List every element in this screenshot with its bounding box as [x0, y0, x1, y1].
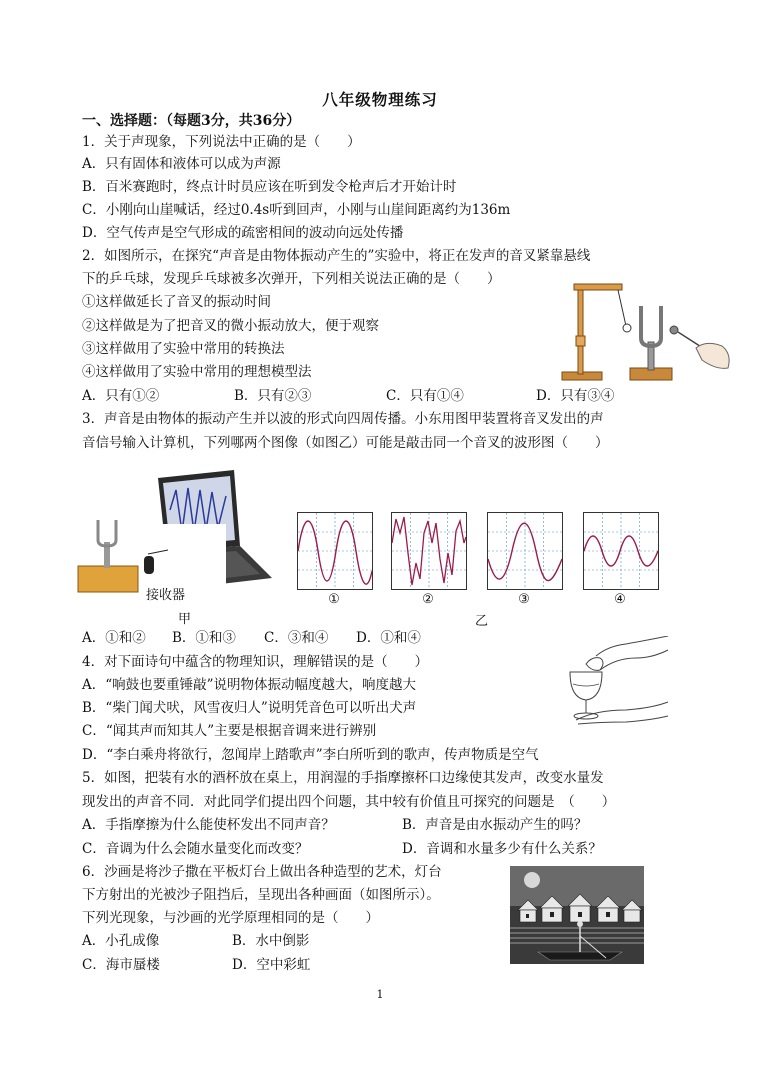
- figure-jia-label: 甲: [178, 612, 192, 627]
- q6-option-c: C．海市蜃楼: [82, 957, 160, 973]
- q2-stem-line2: 下的乒乓球，发现乒乓球被多次弹开，下列相关说法正确的是（ ）: [82, 271, 501, 287]
- waveform-label-4: ④: [614, 592, 626, 607]
- q6-option-a: A．小孔成像: [82, 933, 160, 949]
- figure-yi-label: 乙: [475, 614, 489, 629]
- waveform-2: [391, 512, 467, 590]
- q6-stem-line1: 6．沙画是将沙子撒在平板灯台上做出各种造型的艺术，灯台: [82, 864, 442, 880]
- sand-painting-figure: [510, 866, 644, 964]
- section-heading: 一、选择题：（每题3分，共36分）: [82, 113, 301, 129]
- q2-statement-4: ④这样做用了实验中常用的理想模型法: [82, 364, 312, 380]
- q1-option-c: C．小刚向山崖喊话，经过0.4s听到回声，小刚与山崖间距离约为136m: [82, 202, 511, 218]
- q4-option-b: B．“柴门闻犬吠，风雪夜归人”说明凭音色可以听出犬声: [82, 700, 417, 716]
- wine-glass-figure: [556, 636, 670, 732]
- page-title: 八年级物理练习: [322, 90, 438, 109]
- q3-option-a: A．①和②: [82, 630, 146, 646]
- waveform-4: [583, 512, 659, 590]
- q1-option-b: B．百米赛跑时，终点计时员应该在听到发令枪声后才开始计时: [82, 179, 457, 195]
- q3-stem-line1: 3．声音是由物体的振动产生并以波的形式向四周传播。小东用图甲装置将音叉发出的声: [82, 411, 604, 427]
- q2-statement-2: ②这样做是为了把音叉的微小振动放大，便于观察: [82, 318, 379, 334]
- q6-stem-line3: 下列光现象，与沙画的光学原理相同的是（ ）: [82, 910, 379, 926]
- q2-option-d: D．只有③④: [536, 388, 615, 404]
- q3-option-d: D．①和④: [356, 630, 421, 646]
- q4-option-c: C．“闻其声而知其人”主要是根据音调来进行辨别: [82, 723, 377, 739]
- q1-option-d: D．空气传声是空气形成的疏密相间的波动向远处传播: [82, 225, 404, 241]
- q2-statement-3: ③这样做用了实验中常用的转换法: [82, 341, 285, 357]
- q1-option-a: A．只有固体和液体可以成为声源: [82, 156, 281, 172]
- q5-option-a: A．手指摩擦为什么能使杯发出不同声音？: [82, 817, 335, 833]
- q6-option-b: B．水中倒影: [232, 933, 310, 949]
- q4-option-d: D．“李白乘舟将欲行，忽闻岸上踏歌声”李白所听到的歌声，传声物质是空气: [82, 747, 539, 763]
- q5-stem-line2: 现发出的声音不同．对此同学们提出四个问题，其中较有价值且可探究的问题是 （ ）: [82, 794, 616, 810]
- waveform-label-2: ②: [422, 592, 434, 607]
- waveform-label-3: ③: [518, 592, 530, 607]
- q2-option-a: A．只有①②: [82, 388, 160, 404]
- q2-stem-line1: 2．如图所示，在探究“声音是由物体振动产生的”实验中，将正在发声的音叉紧靠悬线: [82, 248, 591, 264]
- waveform-1: [297, 512, 373, 590]
- q4-option-a: A．“响鼓也要重锤敲”说明物体振动幅度越大，响度越大: [82, 677, 417, 693]
- q5-option-c: C．音调为什么会随水量变化而改变？: [82, 841, 309, 857]
- q2-option-b: B．只有②③: [234, 388, 312, 404]
- q3-option-b: B．①和③: [172, 630, 236, 646]
- q6-stem-line2: 下方射出的光被沙子阻挡后，呈现出各种画面（如图所示）。: [82, 887, 440, 903]
- q4-stem: 4．对下面诗句中蕴含的物理知识，理解错误的是（ ）: [82, 654, 429, 670]
- waveform-label-1: ①: [328, 592, 340, 607]
- q5-option-b: B．声音是由水振动产生的吗？: [402, 817, 588, 833]
- q2-statement-1: ①这样做延长了音叉的振动时间: [82, 294, 271, 310]
- q1-stem: 1．关于声现象，下列说法中正确的是（ ）: [82, 134, 361, 150]
- q5-stem-line1: 5．如图，把装有水的酒杯放在桌上，用润湿的手指摩擦杯口边缘使其发声，改变水量发: [82, 770, 604, 786]
- q3-option-c: C．③和④: [264, 630, 329, 646]
- page-number: 1: [376, 988, 384, 1001]
- q2-option-c: C．只有①④: [386, 388, 464, 404]
- tuning-fork-figure: [556, 280, 732, 384]
- q6-option-d: D．空中彩虹: [232, 957, 311, 973]
- waveform-3: [487, 512, 563, 590]
- q3-stem-line2: 音信号输入计算机，下列哪两个图像（如图乙）可能是敲击同一个音叉的波形图（ ）: [82, 435, 609, 451]
- q5-option-d: D．音调和水量多少有什么关系？: [402, 841, 602, 857]
- receiver-label: 接收器: [146, 588, 186, 603]
